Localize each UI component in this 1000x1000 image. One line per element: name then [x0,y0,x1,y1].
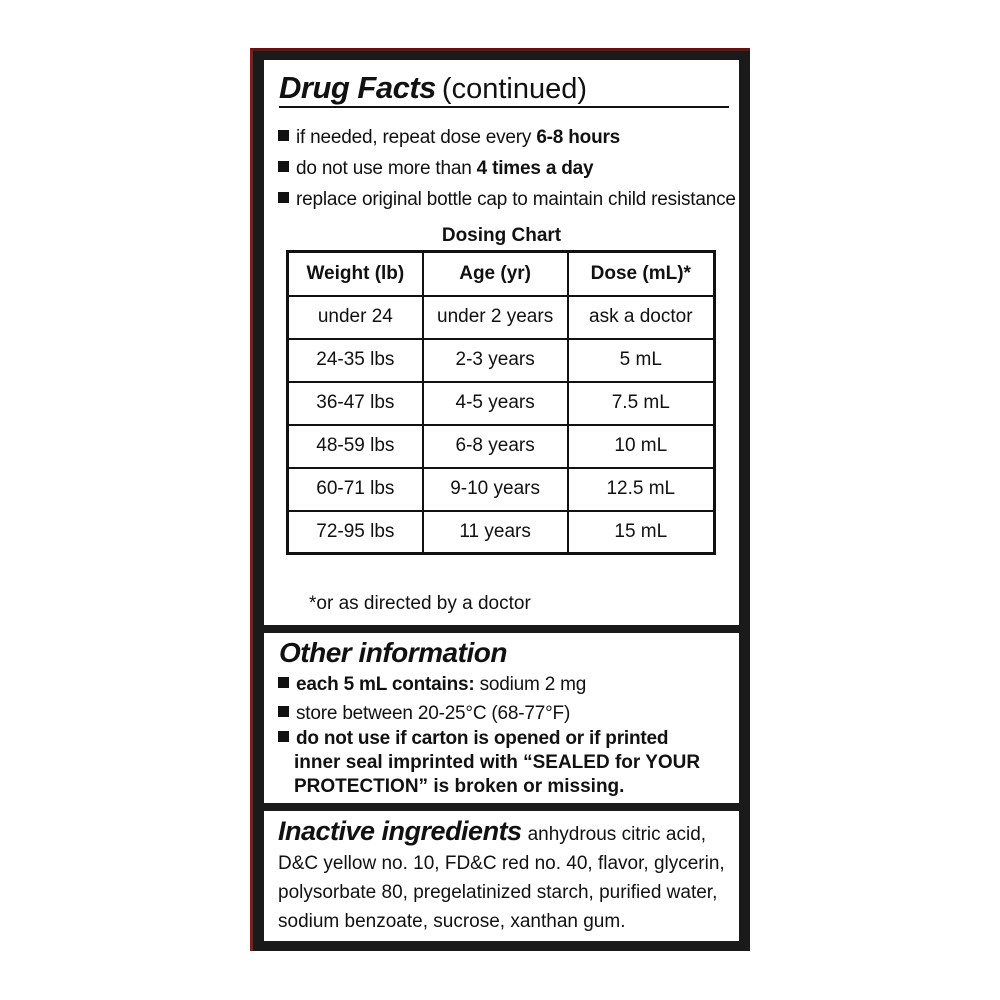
other-information-panel [264,633,739,803]
inactive-ingredients-panel [264,811,739,941]
cell-dose: 10 mL [568,425,715,468]
seal-warning-line-2: inner seal imprinted with “SEALED for YOUR [294,752,701,773]
table-row [288,468,715,511]
dosing-footnote: *or as directed by a doctor [309,593,531,614]
table-row [288,425,715,468]
cell-age: 6-8 years [423,425,568,468]
cell-age: 2-3 years [423,339,568,382]
cell-dose: 15 mL [568,511,715,554]
dosing-chart-table [286,250,716,555]
square-bullet-icon [278,161,289,172]
inactive-ingredients-list: anhydrous citric acid, D&C yellow no. 10, FD&C red no. 40, flavor, glycerin, polysorbate 80, pregelatinized starch, purified water, sodium benzoate, sucrose, xanthan gum. [278,824,725,932]
bullet-storage: store between 20-25°C (68-77°F) [278,703,570,725]
inactive-ingredients-text [278,817,733,936]
cell-age: 9-10 years [423,468,568,511]
header-age: Age (yr) [423,252,568,296]
table-row [288,339,715,382]
seal-warning-line-3: PROTECTION” is broken or missing. [294,776,625,797]
other-information-title: Other information [279,637,507,668]
bullet-seal-warning: do not use if carton is opened or if printed [278,728,668,750]
drug-facts-header [279,70,729,108]
drug-facts-label [250,48,750,951]
table-row [288,296,715,339]
cell-dose: 7.5 mL [568,382,715,425]
drug-facts-title-suffix: (continued) [441,73,588,105]
header-weight: Weight (lb) [288,252,423,296]
bullet-replace-cap: replace original bottle cap to maintain child resistance [278,189,736,211]
cell-weight: 60-71 lbs [288,468,423,511]
table-header-row [288,252,715,296]
cell-dose: 12.5 mL [568,468,715,511]
square-bullet-icon [278,706,289,717]
square-bullet-icon [278,192,289,203]
square-bullet-icon [278,130,289,141]
bullet-sodium: each 5 mL contains: sodium 2 mg [278,674,586,696]
cell-weight: under 24 [288,296,423,339]
cell-weight: 36-47 lbs [288,382,423,425]
cell-dose: 5 mL [568,339,715,382]
table-row [288,382,715,425]
dosing-chart-title: Dosing Chart [441,225,562,246]
cell-age: 11 years [423,511,568,554]
drug-facts-panel [264,60,739,625]
cell-weight: 72-95 lbs [288,511,423,554]
square-bullet-icon [278,677,289,688]
header-dose: Dose (mL)* [568,252,715,296]
cell-weight: 48-59 lbs [288,425,423,468]
cell-age: 4-5 years [423,382,568,425]
square-bullet-icon [278,731,289,742]
cell-dose: ask a doctor [568,296,715,339]
inactive-ingredients-title: Inactive ingredients [278,816,522,846]
cell-weight: 24-35 lbs [288,339,423,382]
drug-facts-title: Drug Facts [279,70,436,105]
bullet-max-times: do not use more than 4 times a day [278,158,593,180]
bullet-repeat-dose: if needed, repeat dose every 6-8 hours [278,127,620,149]
cell-age: under 2 years [423,296,568,339]
table-row [288,511,715,554]
